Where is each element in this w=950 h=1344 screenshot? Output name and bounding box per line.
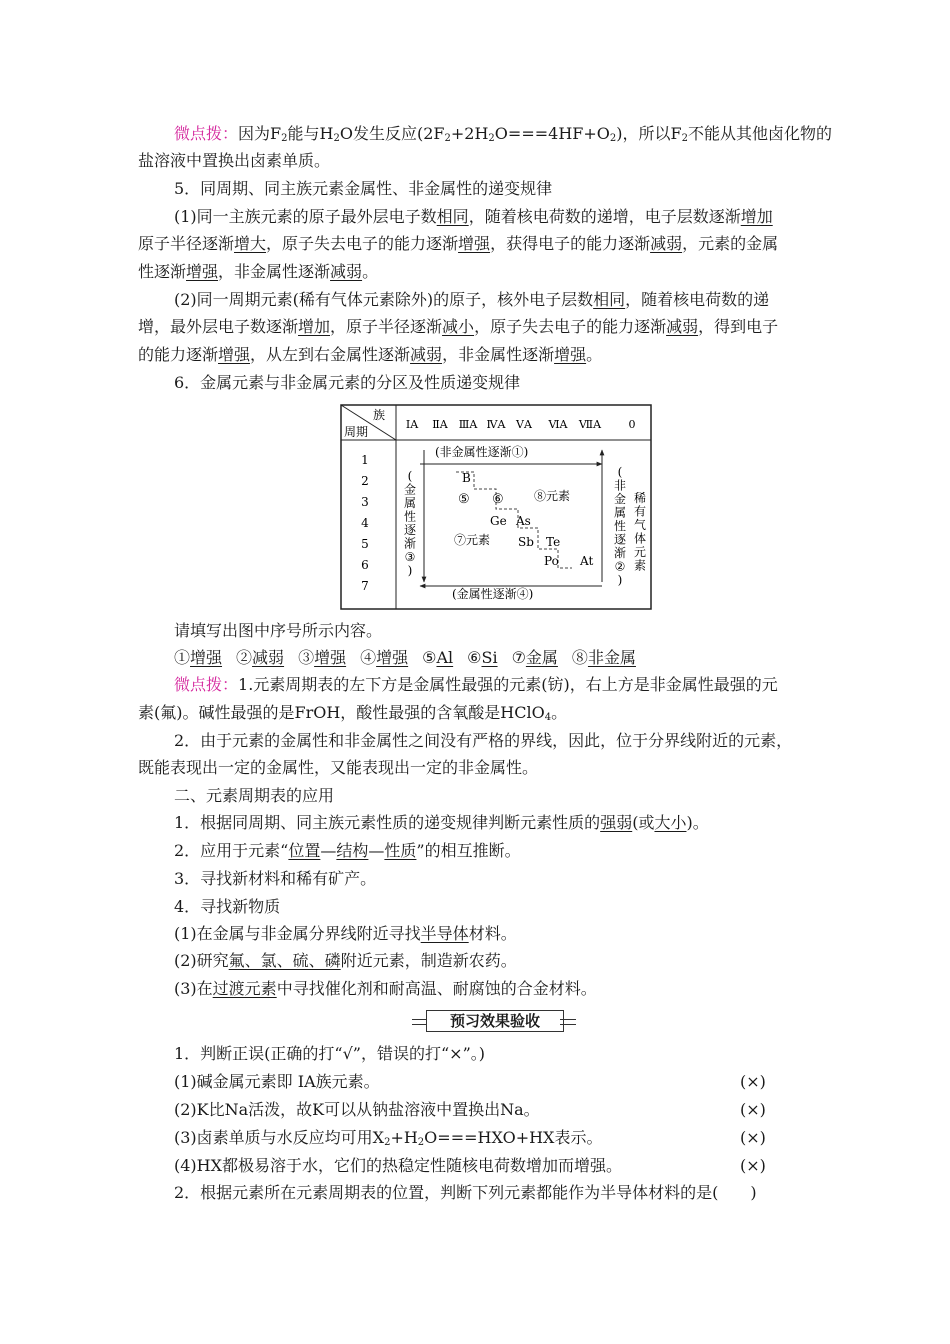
tip-label: 微点拨： [174,124,239,143]
app-item-2: 2．应用于元素“位置—结构—性质”的相互推断。 [174,841,521,860]
tip-paragraph-1: 微点拨：因为$F_2$能与$H_2O$发生反应$(2F_2+2H_2O===4HF+O_2)$，所以$F_2$不能从其他卤化物的 [174,124,833,144]
period-label: 6 [361,558,369,572]
fill-answer-value: 增强 [190,648,223,667]
vertical-char: ( [407,469,413,483]
section-2-title: 二、元素周期表的应用 [174,786,335,805]
fill-answers [174,647,650,669]
vertical-char: 有 [633,504,647,519]
answer-blank: 氟、氯、硫、磷 [228,951,341,970]
vertical-char: ) [617,573,623,587]
group-header: ⅦA [578,418,602,431]
sec5-p2-line2: 增，最外层电子数逐渐增加，原子半径逐渐减小，原子失去电子的能力逐渐减弱，得到电子 [138,317,779,336]
vertical-char: 逐 [613,532,627,547]
answer-blank: 增强 [554,345,587,364]
vertical-char: 渐 [613,546,627,560]
period-label: 5 [361,537,369,551]
group-header: ⅤA [516,418,532,431]
group-header: ⅠA [405,418,419,431]
sec5-p2-line3: 的能力逐渐增强，从左到右金属性逐渐减弱，非金属性逐渐增强。 [138,345,603,364]
fill-answer-number: ⑥ [467,648,482,667]
banner-rule-right [560,1019,576,1025]
tip-point-2: 2．由于元素的金属性和非金属性之间没有严格的界线，因此，位于分界线附近的元素， [174,731,793,750]
vertical-char: 稀 [633,491,647,505]
app-item-4: 4．寻找新物质 [174,897,281,916]
sec5-p1-line2: 原子半径逐渐增大，原子失去电子的能力逐渐增强，获得电子的能力逐渐减弱，元素的金属 [138,234,779,253]
quiz-item-2-mark: (×) [740,1100,766,1119]
answer-blank: 性质 [384,841,417,860]
tip-label: 微点拨： [174,675,239,694]
fill-answer-number: ③ [298,648,315,667]
answer-blank: 大小 [654,813,687,832]
answer-blank: 减弱 [330,262,363,281]
cell-b: B [462,471,471,485]
fill-prompt: 请填写出图中序号所示内容。 [174,621,383,640]
cell-ge: Ge [490,514,507,528]
cell-te: Te [546,535,561,549]
answer-blank: 减弱 [410,345,443,364]
fill-answer-value: 减弱 [252,648,285,667]
quiz-item-2: (2)K比Na活泼，故K可以从钠盐溶液中置换出Na。 [174,1100,540,1119]
noble-gas-label [634,490,646,573]
fill-answer-number: ② [236,648,253,667]
quiz-item-3: (3)卤素单质与水反应均可用$X_2+H_2O===HXO+HX$表示。 [174,1128,603,1148]
corner-group-label: 族 [373,408,386,422]
answer-blank: 半导体 [420,924,469,943]
cell-7: ⑦元素 [454,533,491,547]
quiz-item-3-mark: (×) [740,1128,766,1147]
fill-answer-value: 金属 [525,648,558,667]
fill-answer-value: 增强 [376,648,409,667]
banner-title: 预习效果验收 [426,1010,564,1032]
vertical-char: 逐 [403,523,417,537]
answer-blank: 增强 [186,262,219,281]
fill-answer-item [360,648,408,667]
answer-blank: 位置 [288,841,321,860]
fill-answer-item [298,648,346,667]
group-header: ⅡA [432,418,448,431]
tip-point-2-cont: 既能表现出一定的金属性，又能表现出一定的非金属性。 [138,758,539,777]
cell-5: ⑤ [458,492,470,507]
period-label: 7 [361,579,369,593]
answer-blank: 减弱 [666,317,699,336]
fill-answer-item [512,648,558,667]
vertical-char: 性 [613,519,627,533]
right-vertical-label [614,465,627,587]
quiz-item-1-mark: (×) [740,1072,766,1091]
group-headers [406,418,636,431]
group-header: 0 [628,418,636,431]
app-item-4-2: (2)研究氟、氯、硫、磷附近元素，制造新农药。 [174,951,517,970]
fill-answer-number: ⑤ [422,648,437,667]
vertical-char: ( [617,465,623,479]
vertical-char: 渐 [403,536,417,551]
answer-blank: 增强 [218,345,251,364]
quiz-item-4-mark: (×) [740,1156,766,1175]
fill-answer-number: ④ [360,648,377,667]
period-label: 4 [361,516,369,530]
tip-paragraph-2: 微点拨：1.元素周期表的左下方是金属性最强的元素(钫)，右上方是非金属性最强的元 [174,675,778,694]
fill-answer-item [174,648,222,667]
answer-blank: 增强 [458,234,491,253]
fill-answer-item [572,648,636,667]
period-label: 3 [361,495,369,509]
period-label: 2 [361,474,369,488]
vertical-char: 属 [613,505,627,520]
cell-at: At [580,554,594,568]
vertical-char: 气 [633,518,647,532]
left-vertical-label [404,469,417,578]
answer-blank: 减弱 [650,234,683,253]
sec5-p1-line1: (1)同一主族元素的原子最外层电子数相同，随着核电荷数的递增，电子层数逐渐增加 [174,207,773,226]
answer-blank: 增大 [234,234,267,253]
cell-8: ⑧元素 [534,489,571,503]
fill-answer-number: ① [174,648,191,667]
app-item-4-1: (1)在金属与非金属分界线附近寻找半导体材料。 [174,924,517,943]
corner-period-label: 周期 [344,425,369,439]
app-item-4-3: (3)在过渡元素中寻找催化剂和耐高温、耐腐蚀的合金材料。 [174,979,597,998]
app-item-1: 1．根据同周期、同主族元素性质的递变规律判断元素性质的强弱(或大小)。 [174,813,709,832]
tip-paragraph-2-cont: 素(氟)。碱性最强的是FrOH，酸性最强的含氧酸是HClO$_4$。 [138,703,568,723]
fill-answer-value: Si [481,648,498,667]
section-6-title: 6．金属元素与非金属元素的分区及性质递变规律 [174,373,521,392]
group-header: ⅥA [548,418,568,431]
vertical-char: ② [614,559,626,574]
vertical-char: 元 [633,545,647,559]
sec5-p2-line1: (2)同一周期元素(稀有气体元素除外)的原子，核外电子层数相同，随着核电荷数的递 [174,290,770,309]
quiz-question-1: 1．判断正误(正确的打“√”，错误的打“×”。) [174,1044,485,1063]
vertical-char: 金 [403,482,417,497]
vertical-char: 金 [613,492,627,506]
answer-blank: 相同 [436,207,469,226]
section-banner [412,1010,576,1032]
vertical-char: 素 [633,558,647,573]
vertical-char: ③ [404,550,416,564]
periodic-zone-diagram [340,404,652,610]
app-item-3: 3．寻找新材料和稀有矿产。 [174,869,377,888]
sec5-p1-line3: 性逐渐增强，非金属性逐渐减弱。 [138,262,379,281]
cell-po: Po [544,554,559,568]
quiz-question-2: 2．根据元素所在元素周期表的位置，判断下列元素都能作为半导体材料的是( ) [174,1183,757,1202]
metal-trend-label: (金属性逐渐④) [452,587,534,601]
answer-blank: 过渡元素 [212,979,277,998]
tip-paragraph-1-cont: 盐溶液中置换出卤素单质。 [138,151,331,170]
fill-answer-value: Al [436,648,454,667]
fill-answer-value: 非金属 [587,648,636,667]
cell-sb: Sb [518,535,534,549]
fill-answer-item [422,648,453,667]
period-label: 1 [361,453,369,467]
vertical-char: 体 [633,531,647,546]
vertical-char: 非 [613,478,627,493]
cell-6: ⑥ [492,492,504,507]
answer-blank: 相同 [593,290,626,309]
section-5-title: 5．同周期、同主族元素金属性、非金属性的递变规律 [174,179,553,198]
vertical-char: 属 [403,496,417,510]
vertical-char: ) [407,563,413,578]
fill-answer-item [236,648,284,667]
group-header: ⅣA [486,418,506,431]
cell-as: As [516,514,531,528]
answer-blank: 结构 [336,841,369,860]
fill-answer-number: ⑧ [571,648,588,667]
answer-blank: 减小 [442,317,475,336]
period-labels [361,453,369,593]
quiz-item-1: (1)碱金属元素即 ⅠA族元素。 [174,1072,380,1091]
vertical-char: 性 [403,509,417,524]
answer-blank: 增加 [740,207,773,226]
quiz-item-4: (4)HX都极易溶于水，它们的热稳定性随核电荷数增加而增强。 [174,1156,623,1175]
answer-blank: 增加 [298,317,331,336]
fill-answer-value: 增强 [314,648,347,667]
fill-answer-item [467,648,497,667]
answer-blank: 强弱 [600,813,633,832]
group-header: ⅢA [458,418,478,431]
fill-answer-number: ⑦ [511,648,526,667]
nonmetal-trend-label: (非金属性逐渐①) [435,445,529,459]
